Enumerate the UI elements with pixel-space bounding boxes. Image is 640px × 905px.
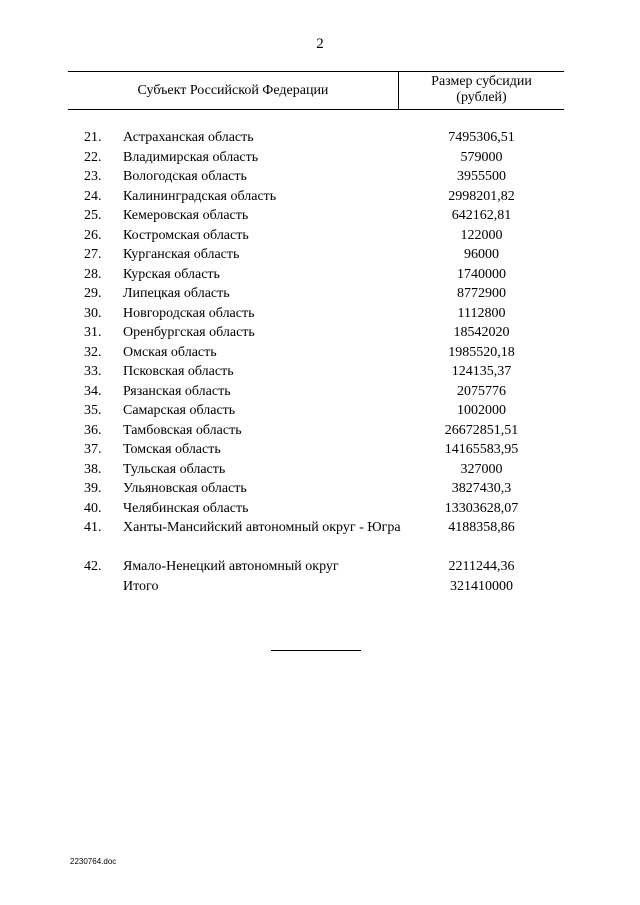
row-number: 25. xyxy=(84,208,102,223)
table-row xyxy=(0,206,640,226)
subsidy-amount: 642162,81 xyxy=(451,208,512,223)
row-number: 33. xyxy=(84,364,102,379)
subsidy-amount: 2211244,36 xyxy=(448,559,515,574)
region-name: Томская область xyxy=(123,442,221,457)
total-label: Итого xyxy=(123,578,159,594)
row-number: 37. xyxy=(84,442,102,457)
document-reference: 2230764.doc xyxy=(70,857,117,866)
region-name: Самарская область xyxy=(123,403,236,418)
table-row xyxy=(0,304,640,324)
row-number: 21. xyxy=(84,130,102,145)
table-header xyxy=(68,71,564,110)
header-amount-line1: Размер субсидии xyxy=(431,74,532,89)
subsidy-amount: 13303628,07 xyxy=(444,500,519,516)
table-row xyxy=(0,362,640,382)
end-divider xyxy=(271,650,361,651)
row-number: 26. xyxy=(84,227,102,243)
region-name: Оренбургская область xyxy=(123,325,255,340)
subsidy-amount: 3955500 xyxy=(457,169,506,184)
header-amount xyxy=(399,74,564,106)
table-row xyxy=(0,245,640,265)
row-number: 32. xyxy=(84,344,102,360)
region-name: Челябинская область xyxy=(123,500,249,516)
region-name: Омская область xyxy=(123,344,217,360)
region-name: Вологодская область xyxy=(123,169,247,184)
row-number: 41. xyxy=(84,520,102,535)
subsidy-amount: 3827430,3 xyxy=(451,481,512,496)
total-row xyxy=(0,577,640,597)
subsidy-amount: 327000 xyxy=(460,461,503,477)
subsidy-amount: 4188358,86 xyxy=(448,520,515,535)
row-number: 38. xyxy=(84,461,102,477)
region-name: Псковская область xyxy=(123,364,234,379)
subsidy-amount: 14165583,95 xyxy=(444,442,519,457)
subsidy-amount: 1112800 xyxy=(457,305,506,321)
row-number: 30. xyxy=(84,305,102,321)
subsidy-amount: 122000 xyxy=(460,227,503,243)
total-amount: 321410000 xyxy=(450,578,513,594)
table-row xyxy=(0,518,640,557)
subsidy-amount: 579000 xyxy=(460,149,503,165)
subsidy-amount: 7495306,51 xyxy=(448,130,515,145)
region-name: Ульяновская область xyxy=(123,481,247,496)
row-number: 34. xyxy=(84,383,102,399)
table-row xyxy=(0,148,640,168)
table-row xyxy=(0,343,640,363)
row-number: 28. xyxy=(84,266,102,282)
subsidy-amount: 18542020 xyxy=(453,325,510,340)
table-row xyxy=(0,382,640,402)
region-name: Тамбовская область xyxy=(123,422,242,438)
table-row xyxy=(0,557,640,577)
region-name: Калининградская область xyxy=(123,188,277,204)
table-row xyxy=(0,401,640,421)
header-subject: Субъект Российской Федерации xyxy=(137,83,329,98)
region-name: Рязанская область xyxy=(123,383,231,399)
table-body xyxy=(0,128,640,596)
table-row xyxy=(0,499,640,519)
row-number: 27. xyxy=(84,247,102,262)
subsidy-amount: 1740000 xyxy=(457,266,506,282)
row-number: 40. xyxy=(84,500,102,516)
region-name: Курская область xyxy=(123,266,220,282)
table-row xyxy=(0,226,640,246)
table-row xyxy=(0,460,640,480)
subsidy-amount: 124135,37 xyxy=(451,364,512,379)
region-name: Липецкая область xyxy=(123,286,230,301)
region-name: Курганская область xyxy=(123,247,240,262)
row-number: 29. xyxy=(84,286,102,301)
header-amount-line2: (рублей) xyxy=(456,90,507,105)
region-name: Кемеровская область xyxy=(123,208,249,223)
table-row xyxy=(0,479,640,499)
region-name: Новгородская область xyxy=(123,305,255,321)
subsidy-amount: 26672851,51 xyxy=(444,422,519,438)
region-name: Тульская область xyxy=(123,461,226,477)
table-row xyxy=(0,265,640,285)
subsidy-amount: 8772900 xyxy=(457,286,506,301)
subsidy-amount: 1002000 xyxy=(457,403,506,418)
table-row xyxy=(0,284,640,304)
subsidy-amount: 96000 xyxy=(464,247,499,262)
region-name: Астраханская область xyxy=(123,130,254,145)
table-row xyxy=(0,421,640,441)
row-number: 36. xyxy=(84,422,102,438)
row-number: 22. xyxy=(84,149,102,165)
row-number: 35. xyxy=(84,403,102,418)
region-name: Ханты-Мансийский автономный округ - Югра xyxy=(123,520,401,535)
table-row xyxy=(0,323,640,343)
table-row xyxy=(0,128,640,148)
row-number: 42. xyxy=(84,559,102,574)
subsidy-amount: 2075776 xyxy=(457,383,506,399)
subsidy-amount: 2998201,82 xyxy=(448,188,515,204)
page-number: 2 xyxy=(316,36,324,52)
table-row xyxy=(0,187,640,207)
table-row xyxy=(0,440,640,460)
region-name: Костромская область xyxy=(123,227,249,243)
row-number: 31. xyxy=(84,325,102,340)
row-number: 39. xyxy=(84,481,102,496)
region-name: Ямало-Ненецкий автономный округ xyxy=(123,559,339,574)
region-name: Владимирская область xyxy=(123,149,259,165)
subsidy-amount: 1985520,18 xyxy=(448,344,515,360)
row-number: 23. xyxy=(84,169,102,184)
table-row xyxy=(0,167,640,187)
row-number: 24. xyxy=(84,188,102,204)
